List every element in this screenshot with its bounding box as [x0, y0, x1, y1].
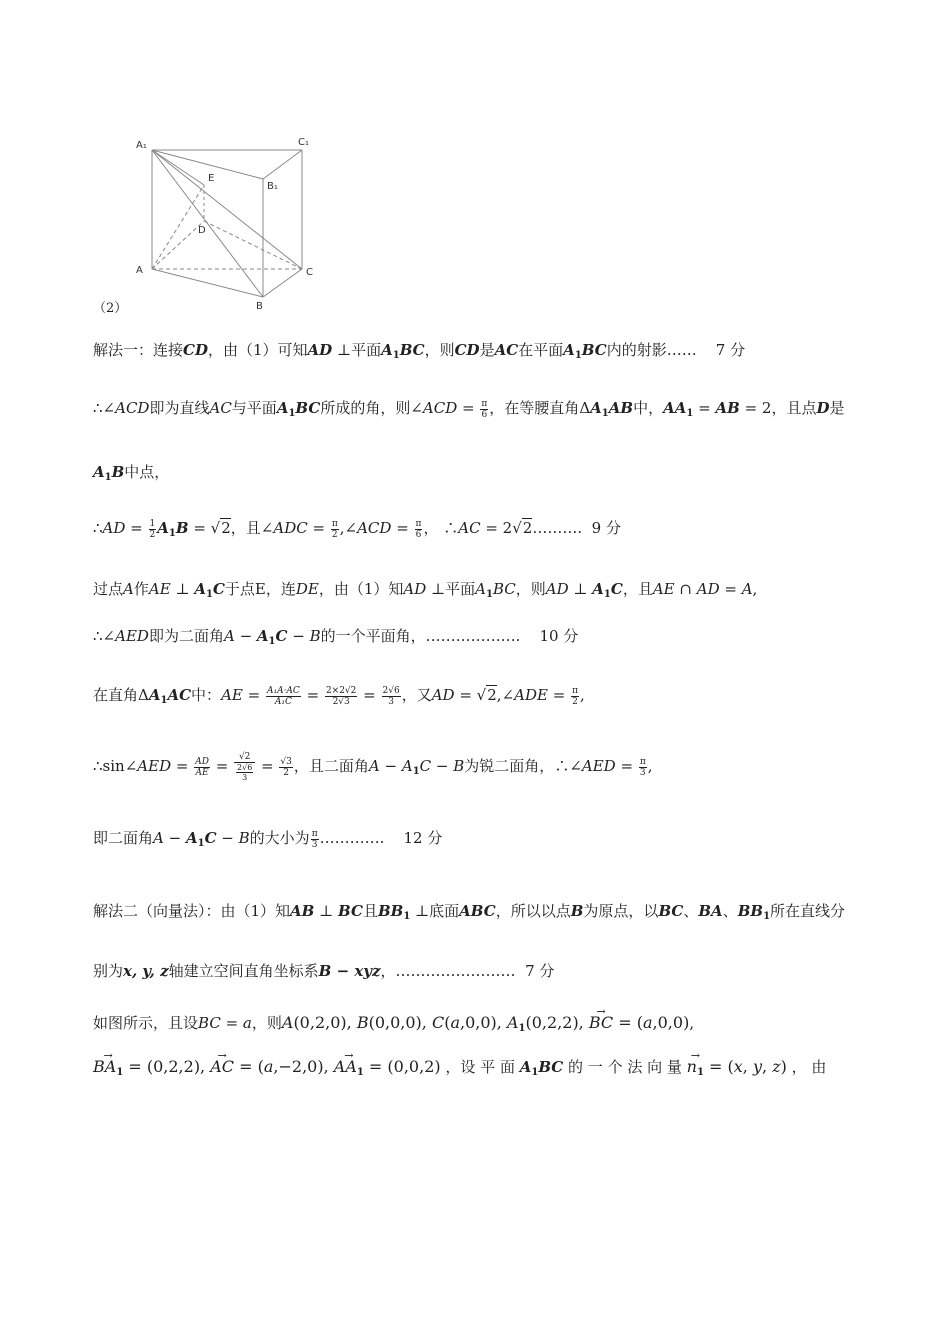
- seg-c-d: [204, 221, 302, 269]
- m2-line-1: 解法二（向量法）：由（1）知AB ⊥ BC且$BB_1$ ⊥底面ABC，所以以点B为原点，以BC、BA、$BB_1$所在直线分: [93, 902, 846, 922]
- part-label: （2）: [93, 301, 128, 316]
- label-a: A: [136, 265, 143, 276]
- edge-a-b: [152, 269, 263, 297]
- m1-line-5: 过点A作AE ⊥ $A_1C$于点E，连DE，由（1）知AD ⊥平面$A_1BC$，则AD ⊥ $A_1C$，且AE ∩ AD = A,: [93, 580, 758, 600]
- m2-line-4: → $BA_1 = (0,2,2)$, → AC = (a,−2,0), → $AA_1 = (0,0,2)$ ，设 平 面 $A_1BC$ 的 一 个 法 向 量 → $n_1 = (x$, y, z) ， 由: [93, 1056, 853, 1084]
- seg-a1-e: [152, 150, 204, 185]
- seg-a-d: [152, 221, 204, 269]
- label-c1: C₁: [298, 137, 309, 148]
- m1-line-3: $A_1B$中点，: [93, 463, 170, 483]
- m1-line-1: 解法一：连接CD，由（1）可知AD ⊥平面$A_1BC$，则CD是AC在平面$A_1BC$内的射影…… 7 分: [93, 341, 746, 361]
- label-e: E: [208, 173, 215, 184]
- label-a1: A₁: [136, 140, 147, 151]
- m2-line-2: 别为x, y, z轴建立空间直角坐标系B − xyz，…………………… 7 分: [93, 962, 555, 980]
- m1-line-6: ∴∠AED即为二面角$A - A_1C - B$的一个平面角，………………. 10 分: [93, 627, 579, 647]
- m1-line-4: ∴AD = $\frac{1}{2}$ $A_1B = √2$，且∠ADC = $\frac{\pi}{2}$ ,∠ACD = $\frac{\pi}{6}$ ， ∴AC = 2√2………. 9 分: [93, 518, 621, 540]
- prism-figure: [130, 133, 320, 313]
- label-b1: B₁: [267, 181, 278, 192]
- label-c: C: [306, 267, 313, 278]
- m1-line-9: 即二面角$A - A_1C - B$的大小为 $\frac{\pi}{3}$ …………. 12 分: [93, 828, 443, 850]
- seg-a1-c: [152, 150, 302, 269]
- m2-line-3: 如图所示，且设BC = a，则A(0,2,0), B(0,0,0), C(a,0,0), $A_1(0,2,2)$, → BC = (a,0,0),: [93, 1012, 853, 1040]
- m1-line-2: ∴∠ACD即为直线AC与平面$A_1BC$所成的角，则∠ACD = $\frac{\pi}{6}$ ，在等腰直角$\Delta A_1AB$中，$AA_1$ = AB = 2，且点D是: [93, 398, 845, 420]
- m1-line-7: 在直角$\Delta A_1AC$中：AE = $\frac{\text{A₁A·AC}}{\text{A₁C}}$ = $\frac{2\times 2√2}{2√3}$ = $\frac{2√6}{3}$ ，又AD = √2,∠ADE = $\frac{\pi}{2}$ ,: [93, 685, 585, 707]
- label-d: D: [198, 225, 206, 236]
- seg-a-e: [152, 185, 204, 269]
- m1-line-8: ∴sin∠AED = $\frac{AD}{AE}$ = $\frac{√2}{\frac{2√6}{3}}$ = $\frac{√3}{2}$ ，且二面角$A - A_1C - B$为锐二面角，∴∠AED = $\frac{\pi}{3}$ ,: [93, 752, 653, 782]
- label-b: B: [256, 301, 263, 312]
- edge-b-c: [263, 269, 302, 297]
- edge-b1-c1: [263, 150, 302, 179]
